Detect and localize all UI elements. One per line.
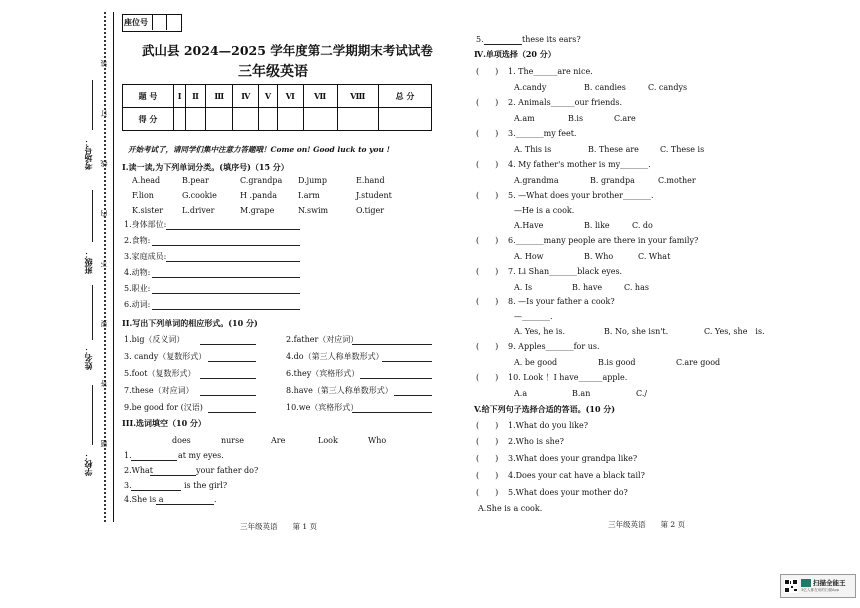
s1-word: M.grape bbox=[240, 206, 275, 215]
s1-blank[interactable] bbox=[152, 245, 300, 246]
s2-blank[interactable] bbox=[200, 395, 256, 396]
answer-paren[interactable]: ( ) bbox=[476, 160, 499, 169]
s2-blank[interactable] bbox=[352, 412, 432, 413]
binding-char: 不 bbox=[100, 260, 108, 267]
s4-question: 2. Animals______our friends. bbox=[508, 98, 623, 107]
s5-answer-option: A.She is a cook. bbox=[478, 504, 543, 513]
answer-paren[interactable]: ( ) bbox=[476, 421, 499, 430]
s2-blank[interactable] bbox=[394, 395, 432, 396]
s1-word: J.student bbox=[356, 191, 392, 200]
s2-blank[interactable] bbox=[200, 378, 256, 379]
binding-char: 要 bbox=[100, 320, 108, 327]
score-header: Ⅵ bbox=[277, 85, 303, 108]
s3-word: Look bbox=[318, 436, 338, 445]
s4-option: A.candy bbox=[514, 83, 547, 92]
s1-word: O.tiger bbox=[356, 206, 385, 215]
s3-blank[interactable] bbox=[156, 504, 214, 505]
qr-code-icon bbox=[784, 578, 798, 592]
exam-title: 武山县 2024—2025 学年度第二学期期末考试试卷 bbox=[142, 43, 433, 58]
answer-paren[interactable]: ( ) bbox=[476, 373, 499, 382]
s2-item: 3. candy（复数形式） bbox=[124, 352, 207, 361]
binding-char: 题 bbox=[100, 440, 108, 447]
binding-blank bbox=[92, 385, 93, 445]
s3-word: Are bbox=[271, 436, 286, 445]
s1-word: A.head bbox=[132, 176, 161, 185]
q5-post: these its ears? bbox=[522, 35, 581, 44]
s4-option: B. have bbox=[572, 283, 603, 292]
binding-xingming: 姓名： bbox=[83, 346, 93, 370]
binding-blank bbox=[92, 80, 93, 130]
s3-item-pre: 4.She is a bbox=[124, 495, 164, 504]
s4-option: A. Yes, he is. bbox=[514, 327, 566, 336]
seat-label: 座位号 bbox=[124, 17, 148, 27]
score-header: 总 分 bbox=[379, 85, 432, 108]
answer-paren[interactable]: ( ) bbox=[476, 129, 499, 138]
binding-banji: 班级： bbox=[83, 250, 93, 274]
s4-question: 7. Li Shan_______black eyes. bbox=[508, 267, 623, 276]
binding-blank bbox=[92, 285, 93, 340]
s1-word: B.pear bbox=[182, 176, 209, 185]
s3-word: Who bbox=[368, 436, 387, 445]
score-header: I bbox=[174, 85, 186, 108]
s1-word: N.swim bbox=[298, 206, 329, 215]
s1-word: I.arm bbox=[298, 191, 320, 200]
s1-word: D.jump bbox=[298, 176, 328, 185]
s2-item: 7.these（对应词） bbox=[124, 386, 194, 395]
answer-paren[interactable]: ( ) bbox=[476, 454, 499, 463]
s4-option: C. has bbox=[624, 283, 649, 292]
s5-question: 2.Who is she? bbox=[508, 437, 564, 446]
s4-option: A. Is bbox=[514, 283, 533, 292]
s4-option: A. How bbox=[514, 252, 544, 261]
binding-xuexiao: 学校： bbox=[83, 452, 93, 476]
score-cell[interactable] bbox=[205, 108, 232, 131]
score-cell[interactable] bbox=[233, 108, 259, 131]
s1-blank[interactable] bbox=[152, 277, 300, 278]
s1-word: C.grandpa bbox=[240, 176, 283, 185]
s4-question-line2: —He is a cook. bbox=[514, 206, 575, 215]
s1-blank[interactable] bbox=[152, 293, 300, 294]
score-header: Ⅶ bbox=[303, 85, 337, 108]
s2-blank[interactable] bbox=[382, 361, 432, 362]
section-5-title: V.给下列句子选择合适的答语。(10 分) bbox=[474, 404, 616, 414]
section-3-title: III.选词填空（10 分） bbox=[122, 418, 206, 428]
score-header: Ⅴ bbox=[259, 85, 277, 108]
s4-option: A. be good bbox=[514, 358, 558, 367]
s3-item-post: at my eyes. bbox=[178, 451, 224, 460]
s4-option: C.are bbox=[614, 114, 636, 123]
s2-item: 10.we（宾格形式） bbox=[286, 403, 359, 412]
score-row-label: 得 分 bbox=[123, 108, 174, 131]
s4-question: 3._______my feet. bbox=[508, 129, 577, 138]
subject-title: 三年级英语 bbox=[238, 64, 308, 80]
binding-line bbox=[113, 12, 114, 522]
s2-blank[interactable] bbox=[360, 378, 432, 379]
s3-item-post: your father do? bbox=[196, 466, 259, 475]
s4-option: A.Have bbox=[514, 221, 544, 230]
s3-blank[interactable] bbox=[131, 490, 181, 491]
qr-sub: 3亿人都在用的扫描App bbox=[801, 588, 840, 592]
s2-item: 2.father（对应词） bbox=[286, 335, 359, 344]
s1-word: E.hand bbox=[356, 176, 385, 185]
s2-item: 5.foot（复数形式） bbox=[124, 369, 196, 378]
s4-option: B. grandpa bbox=[590, 176, 635, 185]
s1-blank[interactable] bbox=[152, 309, 300, 310]
answer-paren[interactable]: ( ) bbox=[476, 342, 499, 351]
answer-paren[interactable]: ( ) bbox=[476, 267, 499, 276]
s3-item-pre: 3. bbox=[124, 481, 132, 490]
s4-option: B. These are bbox=[588, 145, 639, 154]
seat-divider bbox=[166, 14, 167, 30]
s4-option: B.an bbox=[572, 389, 591, 398]
s4-option: C./ bbox=[636, 389, 648, 398]
score-cell[interactable] bbox=[337, 108, 378, 131]
s1-word: H .panda bbox=[240, 191, 277, 200]
s3-item-post: . bbox=[214, 495, 217, 504]
answer-paren[interactable]: ( ) bbox=[476, 67, 499, 76]
s2-blank[interactable] bbox=[200, 344, 256, 345]
s4-option: A.a bbox=[514, 389, 528, 398]
s1-word: K.sister bbox=[132, 206, 164, 215]
s3-word: does bbox=[172, 436, 191, 445]
s3-item-pre: 2.What bbox=[124, 466, 153, 475]
answer-paren[interactable]: ( ) bbox=[476, 191, 499, 200]
s2-blank[interactable] bbox=[208, 361, 256, 362]
s4-option: B. Who bbox=[584, 252, 614, 261]
s4-option: C. candys bbox=[648, 83, 688, 92]
s5-question: 5.What does your mother do? bbox=[508, 488, 628, 497]
s3-blank[interactable] bbox=[150, 475, 196, 476]
s3-item-pre: 1. bbox=[124, 451, 132, 460]
s3-item-post: is the girl? bbox=[184, 481, 228, 490]
s2-item: 8.have（第三人称单数形式） bbox=[286, 386, 393, 395]
s1-category: 4.动物: bbox=[124, 268, 151, 277]
s4-option: C. Yes, she is. bbox=[704, 327, 765, 336]
answer-paren[interactable]: ( ) bbox=[476, 297, 499, 306]
s5-question: 3.What does your grandpa like? bbox=[508, 454, 638, 463]
s2-blank[interactable] bbox=[208, 412, 256, 413]
s4-option: A.am bbox=[514, 114, 535, 123]
s4-question: 9. Apples_______for us. bbox=[508, 342, 600, 351]
binding-blank bbox=[92, 190, 93, 242]
seat-divider bbox=[152, 14, 153, 30]
s3-blank[interactable] bbox=[131, 460, 177, 461]
s4-option: C. do bbox=[632, 221, 653, 230]
camscanner-logo-icon bbox=[801, 579, 811, 587]
s4-option: A.grandma bbox=[514, 176, 559, 185]
s4-question: 6._______many people are there in your family? bbox=[508, 236, 699, 245]
q5-blank[interactable] bbox=[484, 44, 522, 45]
s4-question: 10. Look ！I have______apple. bbox=[508, 373, 628, 382]
s4-option: B. like bbox=[584, 221, 610, 230]
score-header: Ⅲ bbox=[205, 85, 232, 108]
s1-category: 1.身体部位: bbox=[124, 220, 167, 229]
binding-kaohao: 考场号： bbox=[83, 138, 93, 170]
s4-option: B. candies bbox=[584, 83, 626, 92]
s1-word: G.cookie bbox=[182, 191, 217, 200]
scanner-badge bbox=[780, 574, 856, 598]
s3-word: nurse bbox=[221, 436, 244, 445]
answer-paren[interactable]: ( ) bbox=[476, 98, 499, 107]
s4-question-line2: —_______. bbox=[514, 312, 553, 321]
s2-item: 6.they（宾格形式） bbox=[286, 369, 360, 378]
s1-blank[interactable] bbox=[166, 229, 300, 230]
s4-option: C. What bbox=[638, 252, 671, 261]
s4-question: 5. —What does your brother_______. bbox=[508, 191, 654, 200]
score-cell[interactable] bbox=[303, 108, 337, 131]
score-header: Ⅳ bbox=[233, 85, 259, 108]
s1-category: 5.职业: bbox=[124, 284, 151, 293]
s4-option: C. These is bbox=[660, 145, 705, 154]
footer-right: 三年级英语 第 2 页 bbox=[608, 520, 686, 529]
section-4-title: Ⅳ.单项选择（20 分） bbox=[474, 49, 556, 59]
s1-category: 6.动词: bbox=[124, 300, 151, 309]
s2-item: 4.do（第三人称单数形式） bbox=[286, 352, 384, 361]
s1-category: 3.家庭成员: bbox=[124, 252, 167, 261]
s4-option: B.is bbox=[568, 114, 584, 123]
answer-paren[interactable]: ( ) bbox=[476, 437, 499, 446]
binding-char: 订 bbox=[100, 110, 108, 117]
s4-question: 1. The______are nice. bbox=[508, 67, 593, 76]
score-header: Ⅱ bbox=[186, 85, 206, 108]
score-header: Ⅷ bbox=[337, 85, 378, 108]
s1-word: F.lion bbox=[132, 191, 154, 200]
answer-paren[interactable]: ( ) bbox=[476, 471, 499, 480]
s1-category: 2.食物: bbox=[124, 236, 151, 245]
s5-question: 1.What do you like? bbox=[508, 421, 589, 430]
section-2-title: II.写出下列单词的相应形式。(10 分) bbox=[122, 318, 258, 328]
footer-left: 三年级英语 第 1 页 bbox=[240, 522, 318, 531]
q5-pre: 5. bbox=[476, 35, 484, 44]
score-cell[interactable] bbox=[277, 108, 303, 131]
binding-char: 内 bbox=[100, 210, 108, 217]
answer-paren[interactable]: ( ) bbox=[476, 488, 499, 497]
score-cell[interactable] bbox=[174, 108, 186, 131]
score-header: 题 号 bbox=[123, 85, 174, 108]
score-cell[interactable] bbox=[259, 108, 277, 131]
s2-item: 1.big（反义词） bbox=[124, 335, 185, 344]
s4-option: B.is good bbox=[598, 358, 636, 367]
s2-blank[interactable] bbox=[352, 344, 432, 345]
s1-word: L.driver bbox=[182, 206, 215, 215]
encourage-text: 开始考试了，请同学们集中注意力答题哦！Come on! Good luck to you ! bbox=[128, 145, 390, 154]
binding-char: 答 bbox=[100, 380, 108, 387]
score-cell[interactable] bbox=[379, 108, 432, 131]
s4-option: C.mother bbox=[658, 176, 696, 185]
s4-option: A. This is bbox=[514, 145, 552, 154]
binding-char: 线 bbox=[100, 160, 108, 167]
answer-paren[interactable]: ( ) bbox=[476, 236, 499, 245]
binding-char: 装 bbox=[100, 60, 108, 67]
score-table bbox=[122, 84, 432, 131]
s4-question: 8. —Is your father a cook? bbox=[508, 297, 615, 306]
s5-question: 4.Does your cat have a black tail? bbox=[508, 471, 645, 480]
s4-option: B. No, she isn't. bbox=[604, 327, 669, 336]
section-1-title: I.读一读,为下列单词分类。(填序号)（15 分） bbox=[122, 162, 289, 172]
s1-blank[interactable] bbox=[166, 261, 300, 262]
s2-item: 9.be good for (汉语) bbox=[124, 403, 203, 412]
s4-option: C.are good bbox=[676, 358, 721, 367]
score-cell[interactable] bbox=[186, 108, 206, 131]
qr-label: 扫描全能王 bbox=[813, 579, 846, 587]
s4-question: 4. My father's mother is my_______. bbox=[508, 160, 651, 169]
